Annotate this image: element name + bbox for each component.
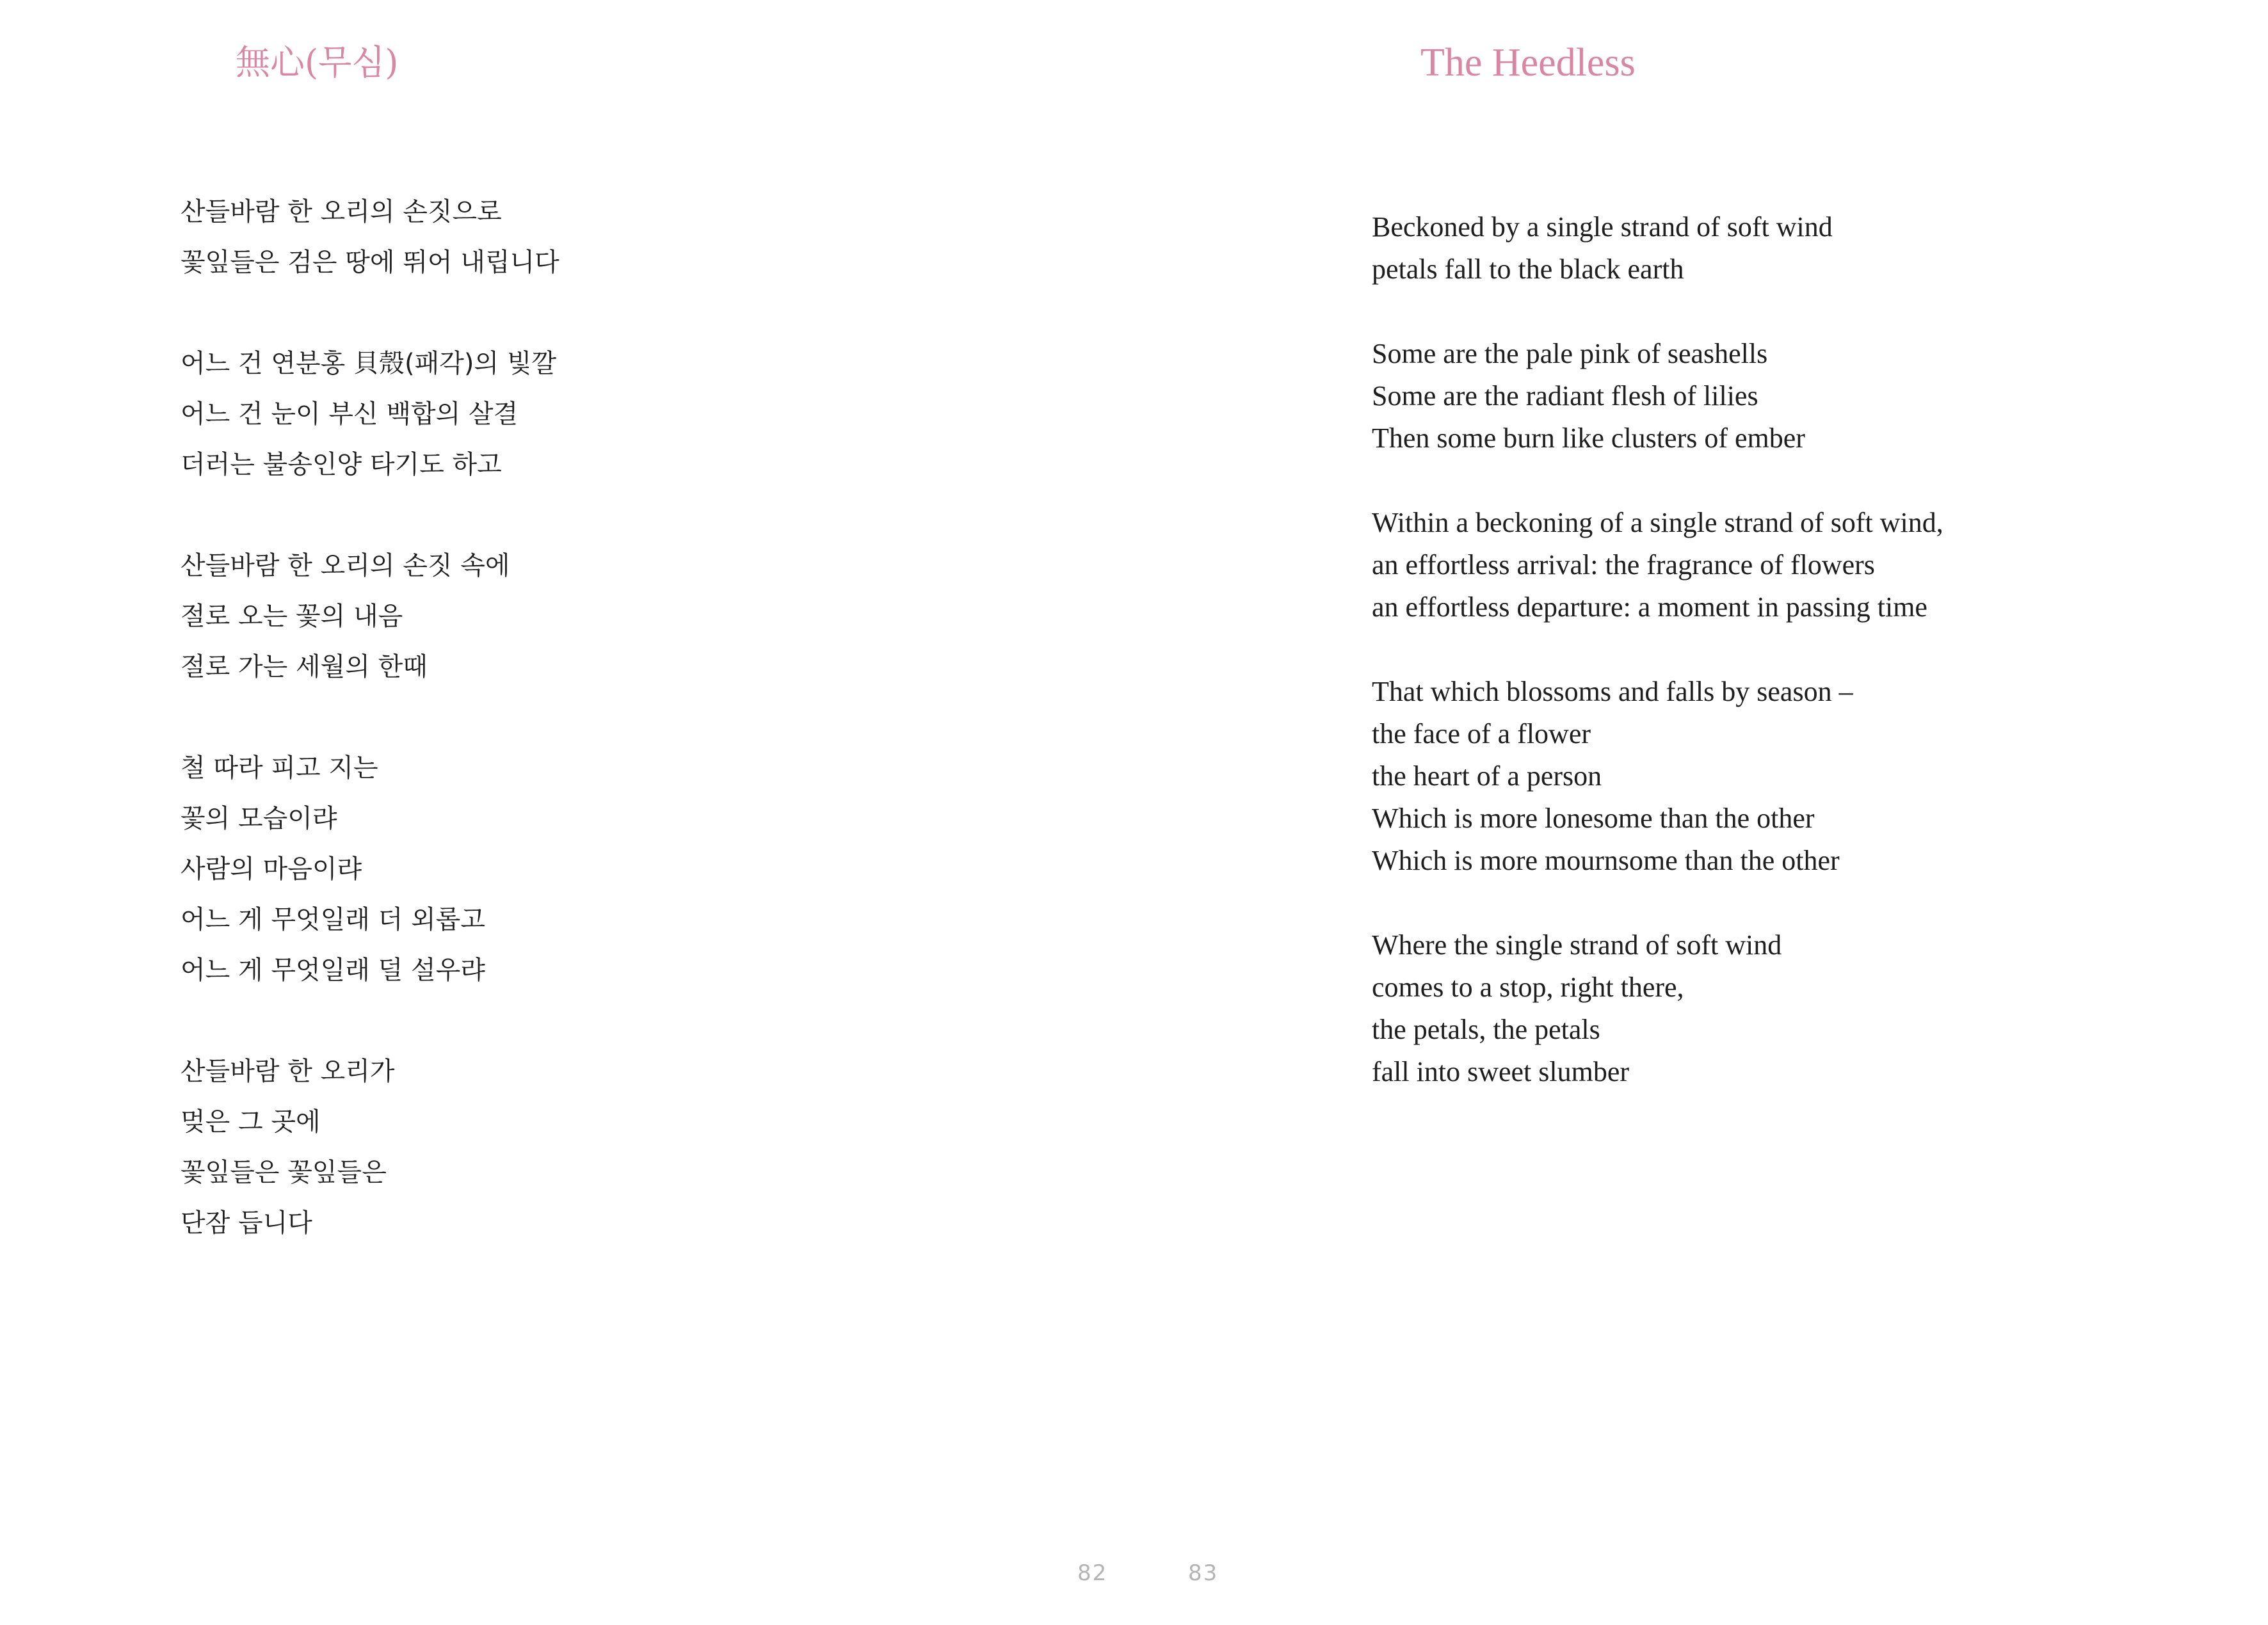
poem-line: 멎은 그 곳에 (181, 1107, 321, 1137)
poem-line: 사람의 마음이랴 (181, 854, 362, 884)
stanza (1372, 924, 1943, 1093)
right-page (1134, 0, 2268, 1625)
poem-line: petals fall to the black earth (1372, 253, 1684, 285)
poem-line: Within a beckoning of a single strand of soft wind, (1372, 507, 1943, 538)
poem-line: 산들바람 한 오리의 손짓 속에 (181, 551, 510, 580)
stanza (1372, 333, 1943, 460)
poem-line: 철 따라 피고 지는 (181, 753, 378, 783)
poem-line: Then some burn like clusters of ember (1372, 422, 1805, 454)
poem-line: Which is more mournsome than the other (1372, 845, 1840, 876)
poem-line: 더러는 불송인양 타기도 하고 (181, 450, 502, 479)
poem-line: Which is more lonesome than the other (1372, 803, 1815, 834)
stanza (1372, 206, 1943, 291)
stanza (181, 743, 559, 996)
stanza (181, 541, 559, 692)
poem-line: 어느 건 눈이 부신 백합의 살결 (181, 399, 519, 429)
poem-line: the heart of a person (1372, 760, 1602, 792)
page-number-left: 82 (1077, 1560, 1108, 1586)
poem-line: 꽃잎들은 검은 땅에 뛰어 내립니다 (181, 248, 559, 277)
stanza (1372, 671, 1943, 882)
poem-line: 절로 가는 세월의 한때 (181, 652, 428, 682)
stanza (181, 1046, 559, 1249)
korean-poem (181, 187, 559, 1299)
poem-line: 절로 오는 꽃의 내음 (181, 602, 403, 631)
poem-line: Some are the radiant flesh of lilies (1372, 380, 1758, 412)
stanza (181, 339, 559, 490)
poem-line: 꽃잎들은 꽃잎들은 (181, 1158, 387, 1187)
poem-line: the petals, the petals (1372, 1014, 1600, 1045)
poem-line: an effortless departure: a moment in passing time (1372, 591, 1927, 623)
poem-line: Beckoned by a single strand of soft wind (1372, 211, 1833, 243)
poem-line: 단잠 듭니다 (181, 1208, 312, 1238)
english-poem-title: The Heedless (1420, 41, 1636, 84)
poem-line: Some are the pale pink of seashells (1372, 338, 1768, 369)
poem-line: the face of a flower (1372, 718, 1591, 749)
korean-poem-title: 無心(무심) (236, 42, 399, 83)
stanza (181, 187, 559, 288)
poem-line: 어느 게 무엇일래 덜 설우랴 (181, 956, 485, 985)
poem-line: Where the single strand of soft wind (1372, 929, 1782, 961)
stanza (1372, 502, 1943, 628)
poem-line: 어느 건 연분홍 貝殼(패각)의 빛깔 (181, 349, 557, 378)
poem-line: comes to a stop, right there, (1372, 972, 1684, 1003)
poem-line: 산들바람 한 오리가 (181, 1057, 395, 1086)
poem-line: 산들바람 한 오리의 손짓으로 (181, 197, 502, 227)
english-poem (1372, 206, 1943, 1135)
poem-line: an effortless arrival: the fragrance of flowers (1372, 549, 1875, 580)
page-number-right: 83 (1188, 1560, 1219, 1586)
poem-line: fall into sweet slumber (1372, 1056, 1630, 1087)
poem-line: That which blossoms and falls by season – (1372, 676, 1853, 707)
poem-line: 꽃의 모습이랴 (181, 804, 337, 833)
poem-line: 어느 게 무엇일래 더 외롭고 (181, 905, 485, 934)
